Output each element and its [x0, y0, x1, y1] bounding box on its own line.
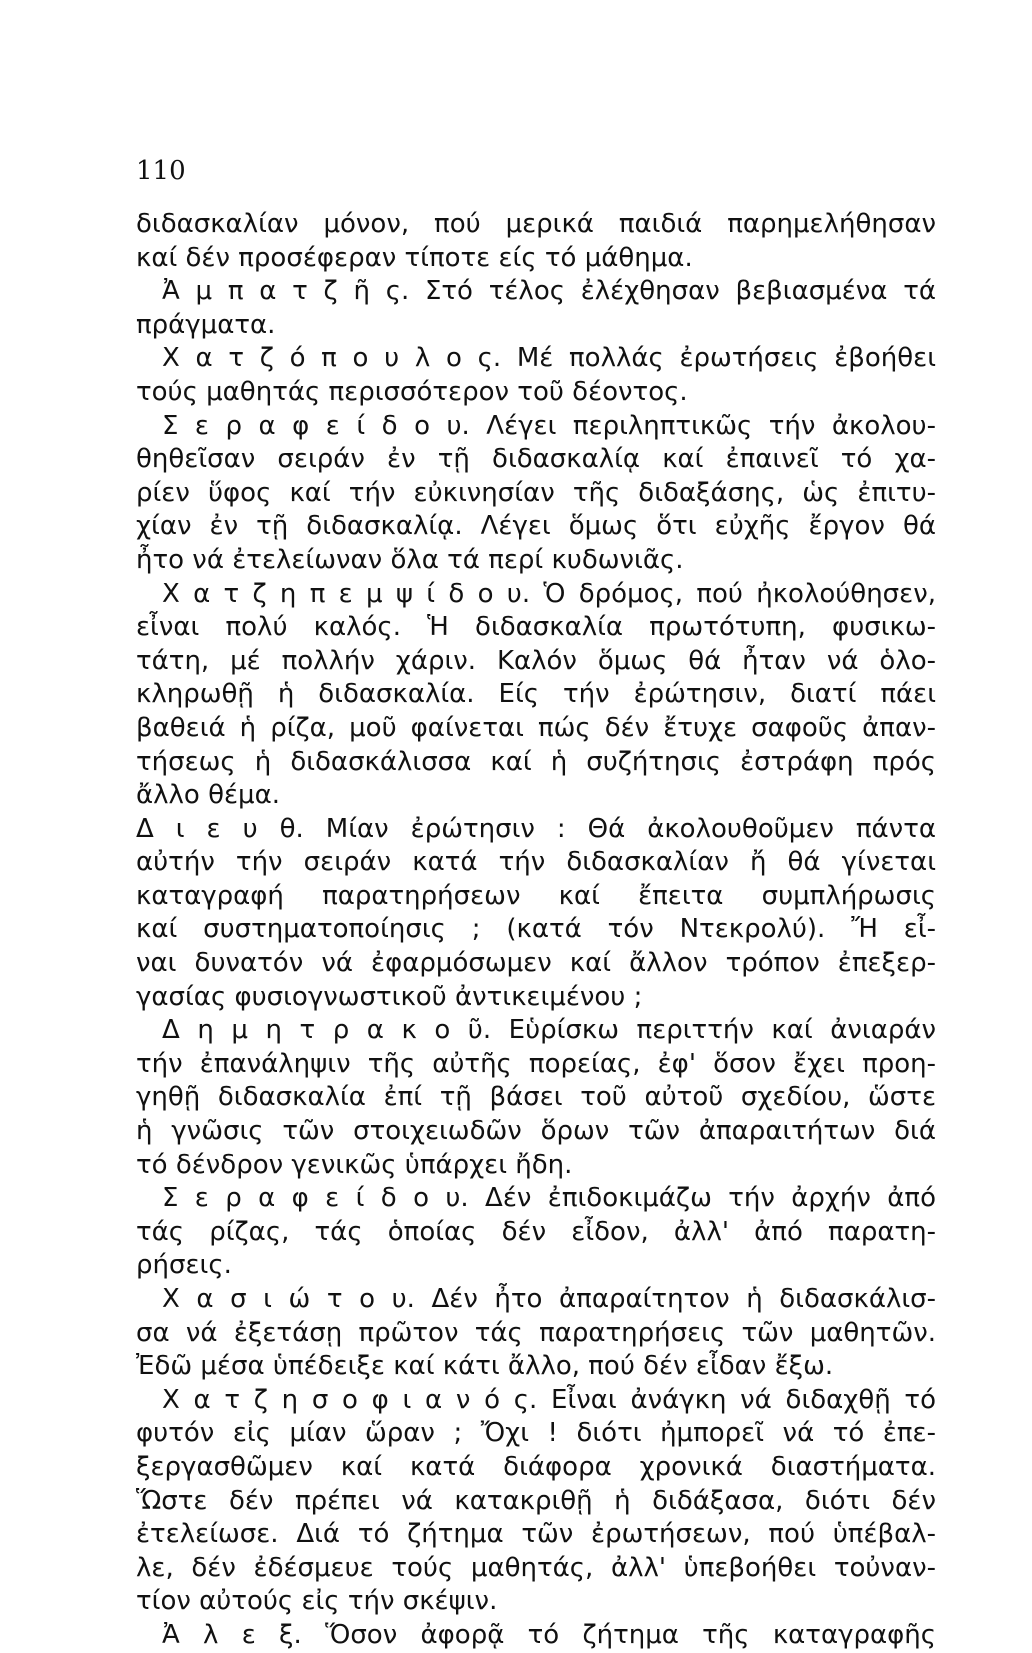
text-line: κληρωθῇ ἡ διδασκαλία. Είς τήν ἐρώτησιν, διατί πάει	[136, 679, 936, 710]
text-line: ἡ γνῶσις τῶν στοιχειωδῶν ὅρων τῶν ἀπαραιτήτων διά	[136, 1116, 936, 1147]
text-line: θηθεῖσαν σειράν ἐν τῇ διδασκαλίᾳ καί ἐπαινεῖ τό χα-	[136, 444, 936, 475]
text-line: πράγματα.	[136, 309, 276, 340]
text-line: ἄλλο θέμα.	[136, 780, 280, 811]
text-line: ἦτο νά ἐτελείωναν ὅλα τά περί κυδωνιᾶς.	[136, 544, 684, 575]
text-line: τάτη, μέ πολλήν χάριν. Καλόν ὅμως θά ἦταν νά ὁλο-	[136, 645, 936, 676]
text-line: ναι δυνατόν νά ἐφαρμόσωμεν καί ἄλλον τρόπον ἐπεξερ-	[136, 948, 936, 979]
text-line: Ἀ λ ε ξ. Ὅσον ἀφορᾷ τό ζήτημα τῆς καταγραφῆς	[162, 1619, 936, 1650]
text-line: βαθειά ἡ ρίζα, μοῦ φαίνεται πώς δέν ἔτυχε σαφοῦς ἀπαν-	[136, 712, 936, 743]
text-line: γασίας φυσιογνωστικοῦ ἀντικειμένου ;	[136, 981, 643, 1012]
text-line: γηθῇ διδασκαλία ἐπί τῇ βάσει τοῦ αὐτοῦ σχεδίου, ὥστε	[136, 1082, 936, 1113]
text-line: Χ α τ ζ η σ ο φ ι α ν ό ς. Εἶναι ἀνάγκη νά διδαχθῇ τό	[162, 1384, 936, 1415]
text-line: Ἀ μ π α τ ζ ῆ ς. Στό τέλος ἐλέχθησαν βεβιασμένα τά	[162, 276, 936, 307]
text-line: εἶναι πολύ καλός. Ἡ διδασκαλία πρωτότυπη, φυσικω-	[136, 612, 936, 643]
text-line: Ἐδῶ μέσα ὑπέδειξε καί κάτι ἄλλο, πού δέν εἶδαν ἔξω.	[136, 1351, 834, 1382]
text-line: ξεργασθῶμεν καί κατά διάφορα χρονικά διαστήματα.	[136, 1451, 936, 1482]
text-line: Χ α τ ζ ό π ο υ λ ο ς. Μέ πολλάς ἐρωτήσεις ἐβοήθει	[162, 343, 936, 374]
text-line: διδασκαλίαν μόνον, πού μερικά παιδιά παρημελήθησαν	[136, 209, 936, 239]
body-text	[136, 208, 936, 1653]
text-line: τήσεως ἡ διδασκάλισσα καί ἡ συζήτησις ἐστράφη πρός	[136, 746, 936, 777]
text-line: ἐτελείωσε. Διά τό ζήτημα τῶν ἐρωτήσεων, πού ὑπέβαλ-	[136, 1519, 936, 1550]
text-line: καί συστηματοποίησις ; (κατά τόν Ντεκρολύ). Ἤ εἶ-	[136, 914, 936, 945]
text-line: τίον αὐτούς εἰς τήν σκέψιν.	[136, 1586, 498, 1617]
text-line: Σ ε ρ α φ ε ί δ ο υ. Λέγει περιληπτικῶς τήν ἀκολου-	[162, 410, 936, 441]
text-line: τάς ρίζας, τάς ὁποίας δέν εἶδον, ἀλλ' ἀπό παρατη-	[136, 1216, 936, 1247]
text-line: τούς μαθητάς περισσότερον τοῦ δέοντος.	[136, 376, 688, 407]
text-line: καταγραφή παρατηρήσεων καί ἔπειτα συμπλήρωσις	[136, 880, 936, 911]
text-line: Χ α τ ζ η π ε μ ψ ί δ ο υ. Ὁ δρόμος, πού ἠκολούθησεν,	[162, 578, 936, 609]
text-line: ρήσεις.	[136, 1250, 232, 1281]
text-line: φυτόν εἰς μίαν ὥραν ; Ὄχι ! διότι ἠμπορεῖ νά τό ἐπε-	[136, 1418, 936, 1449]
text-line: αὐτήν τήν σειράν κατά τήν διδασκαλίαν ἤ θά γίνεται	[136, 847, 936, 878]
text-line: Σ ε ρ α φ ε ί δ ο υ. Δέν ἐπιδοκιμάζω τήν ἀρχήν ἀπό	[162, 1183, 936, 1214]
text-line: χίαν ἐν τῇ διδασκαλίᾳ. Λέγει ὅμως ὅτι εὐχῆς ἔργον θά	[136, 511, 936, 542]
text-line: τήν ἐπανάληψιν τῆς αὐτῆς πορείας, ἐφ' ὅσον ἔχει προη-	[136, 1048, 936, 1079]
text-line: Ὥστε δέν πρέπει νά κατακριθῇ ἡ διδάξασα, διότι δέν	[136, 1485, 936, 1516]
text-line: Χ α σ ι ώ τ ο υ. Δέν ἦτο ἀπαραίτητον ἡ διδασκάλισ-	[162, 1284, 936, 1314]
text-line: σα νά ἐξετάσῃ πρῶτον τάς παρατηρήσεις τῶν μαθητῶν.	[136, 1317, 936, 1348]
text-line: Δ η μ η τ ρ α κ ο ῦ. Εὑρίσκω περιττήν καί ἀνιαράν	[162, 1015, 936, 1046]
page-number: 110	[136, 156, 186, 186]
text-line: λε, δέν ἐδέσμευε τούς μαθητάς, ἀλλ' ὑπεβοήθει τοὐναν-	[136, 1552, 936, 1583]
text-line: Δ ι ε υ θ. Μίαν ἐρώτησιν : Θά ἀκολουθοῦμεν πάντα	[136, 813, 936, 844]
text-line: τό δένδρον γενικῶς ὑπάρχει ἤδη.	[136, 1149, 573, 1180]
text-line: καί δέν προσέφεραν τίποτε είς τό μάθημα.	[136, 242, 693, 273]
text-line: ρίεν ὕφος καί τήν εὐκινησίαν τῆς διδαξάσης, ὡς ἐπιτυ-	[136, 477, 936, 508]
